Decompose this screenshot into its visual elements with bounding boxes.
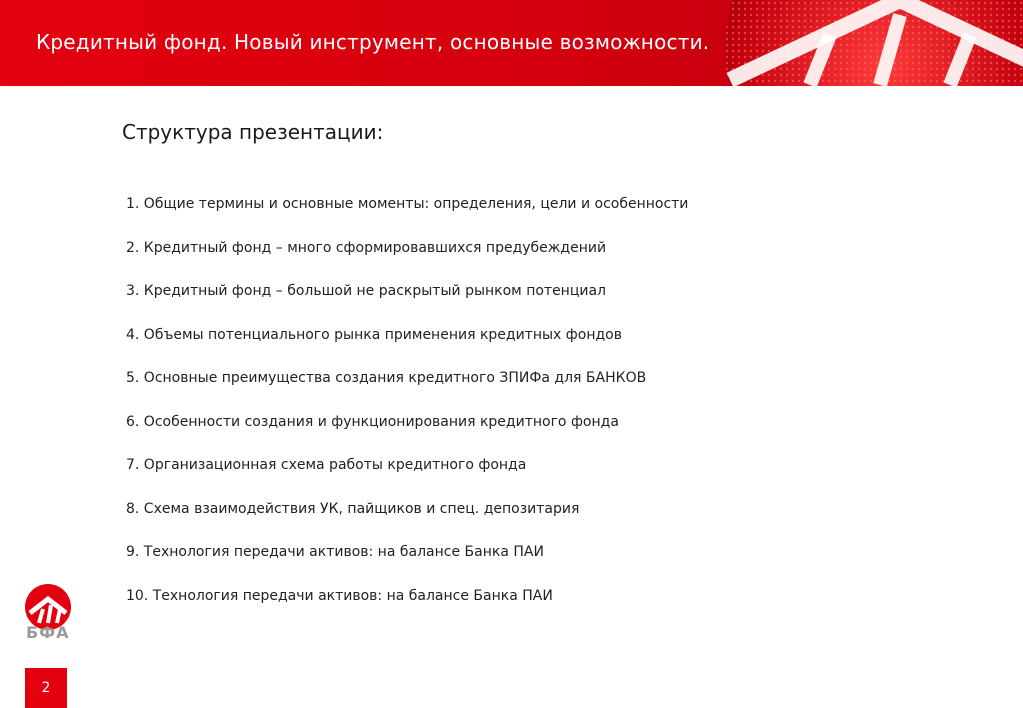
page-title: Кредитный фонд. Новый инструмент, основные возможности.: [36, 30, 710, 54]
list-item: 3. Кредитный фонд – большой не раскрытый рынком потенциал: [126, 283, 606, 299]
page-number: 2: [25, 668, 67, 708]
list-item: 8. Схема взаимодействия УК, пайщиков и спец. депозитария: [126, 500, 580, 517]
list-item: 9. Технология передачи активов: на балансе Банка ПАИ: [126, 544, 544, 560]
decorative-sphere-icon: [700, 0, 1023, 86]
header-banner: [0, 0, 1023, 86]
section-heading: Структура презентации:: [122, 120, 384, 144]
table-of-contents: [126, 196, 688, 631]
list-item: 4. Объемы потенциального рынка применения кредитных фондов: [126, 326, 622, 343]
list-item: 5. Основные преимущества создания кредитного ЗПИФа для БАНКОВ: [126, 370, 647, 386]
logo-text: БФА: [26, 623, 70, 642]
list-item: 6. Особенности создания и функционирования кредитного фонда: [126, 413, 619, 430]
list-item: 10. Технология передачи активов: на балансе Банка ПАИ: [126, 587, 553, 604]
list-item: 7. Организационная схема работы кредитного фонда: [126, 457, 527, 473]
list-item: 2. Кредитный фонд – много сформировавшихся предубеждений: [126, 239, 607, 256]
list-item: 1. Общие термины и основные моменты: определения, цели и особенности: [126, 196, 689, 212]
